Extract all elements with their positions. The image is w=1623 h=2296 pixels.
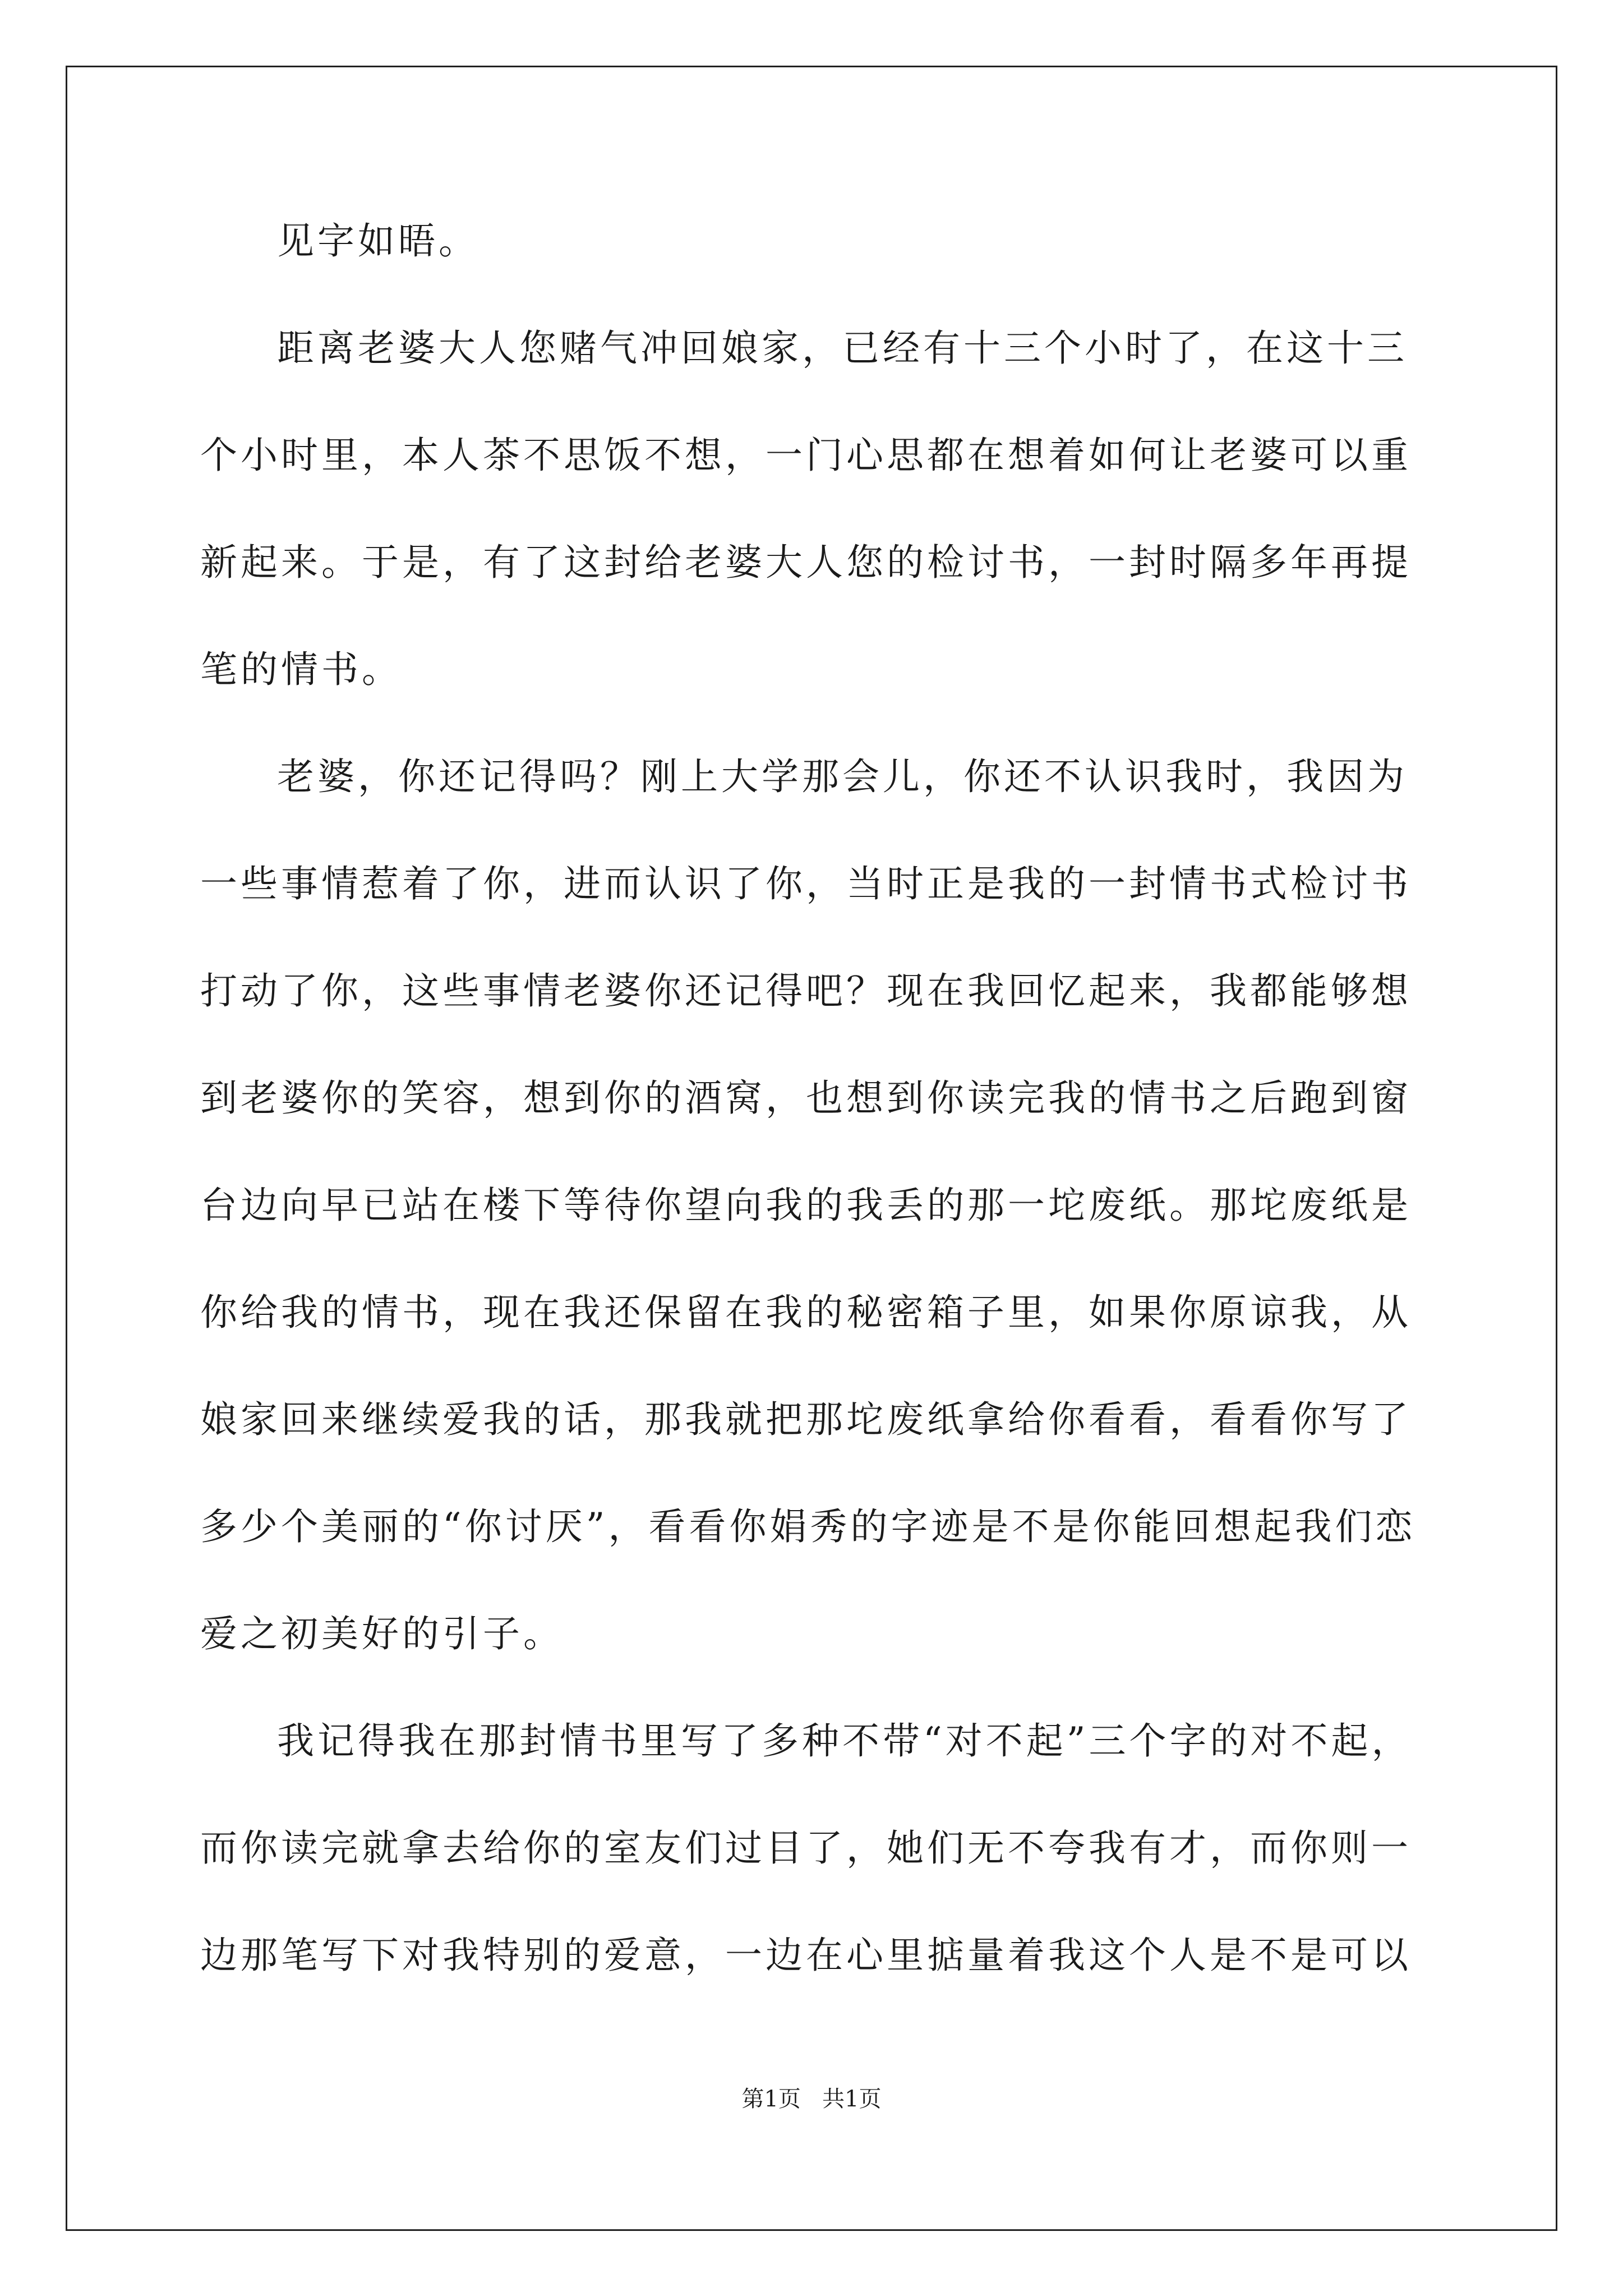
paragraph-line: 台边向早已站在楼下等待你望向我的我丢的那一坨废纸。那坨废纸是 [200,1184,1412,1227]
paragraph-line: 爱之初美好的引子。 [200,1612,564,1655]
paragraph-line: 到老婆你的笑容，想到你的酒窝，也想到你读完我的情书之后跑到窗 [200,1076,1412,1120]
paragraph-line: 距离老婆大人您赌气冲回娘家，已经有十三个小时了，在这十三 [277,326,1408,370]
paragraph-line: 你给我的情书，现在我还保留在我的秘密箱子里，如果你原谅我，从 [200,1291,1412,1334]
paragraph-line: 笔的情书。 [200,648,402,691]
paragraph-line: 娘家回来继续爱我的话，那我就把那坨废纸拿给你看看，看看你写了 [200,1398,1412,1441]
paragraph-line: 见字如晤。 [277,219,479,263]
paragraph-line: 边那笔写下对我特别的爱意，一边在心里掂量着我这个人是不是可以 [200,1934,1412,1977]
page-number-footer: 第1页 共1页 [741,2086,882,2112]
paragraph-line: 多少个美丽的“你讨厌”，看看你娟秀的字迹是不是你能回想起我们恋 [200,1505,1416,1548]
paragraph-line: 而你读完就拿去给你的室友们过目了，她们无不夸我有才，而你则一 [200,1826,1412,1870]
paragraph-line: 一些事情惹着了你，进而认识了你，当时正是我的一封情书式检讨书 [200,862,1412,905]
paragraph-line: 我记得我在那封情书里写了多种不带“对不起”三个字的对不起， [277,1719,1412,1763]
paragraph-line: 个小时里，本人茶不思饭不想，一门心思都在想着如何让老婆可以重 [200,434,1412,477]
paragraph-line: 老婆，你还记得吗？刚上大学那会儿，你还不认识我时，我因为 [277,755,1408,798]
paragraph-line: 打动了你，这些事情老婆你还记得吧？现在我回忆起来，我都能够想 [200,969,1412,1013]
document-body [200,208,1434,2029]
paragraph-line: 新起来。于是，有了这封给老婆大人您的检讨书，一封时隔多年再提 [200,541,1412,584]
